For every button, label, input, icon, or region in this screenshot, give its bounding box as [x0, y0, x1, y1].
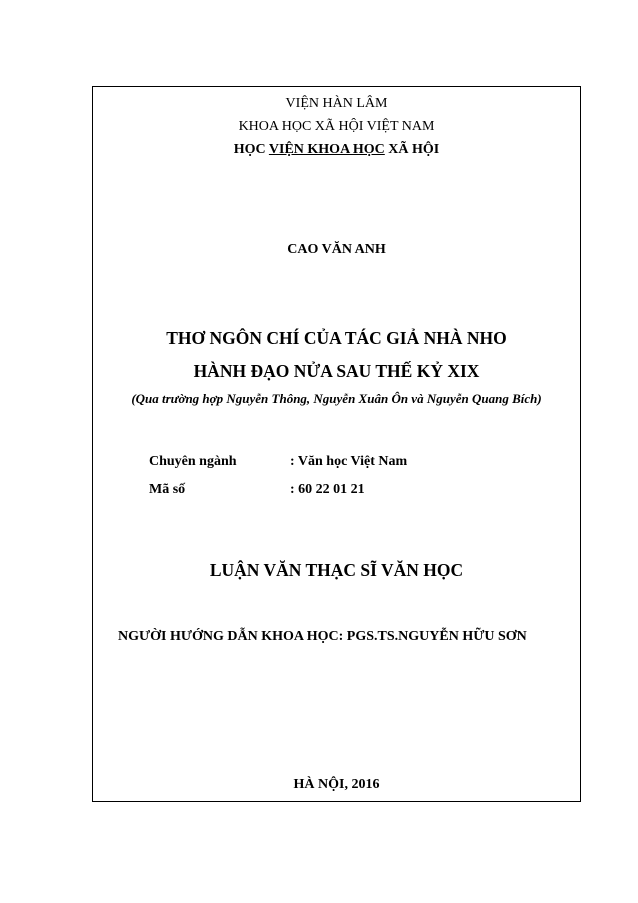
institution-line-2: KHOA HỌC XÃ HỘI VIỆT NAM: [238, 119, 435, 134]
institution-line-3-underlined: VIỆN KHOA HỌC: [268, 142, 385, 157]
thesis-title-line-1: THƠ NGÔN CHÍ CỦA TÁC GIẢ NHÀ NHO: [166, 328, 507, 348]
author-name: CAO VĂN ANH: [287, 242, 386, 257]
field-label-code: Mã số: [149, 482, 186, 497]
place-and-year: HÀ NỘI, 2016: [293, 777, 380, 792]
field-value-major: : Văn học Việt Nam: [290, 454, 408, 469]
thesis-title-line-2: HÀNH ĐẠO NỬA SAU THẾ KỶ XIX: [193, 361, 480, 381]
institution-line-3-suffix: XÃ HỘI: [384, 142, 440, 157]
field-value-code: : 60 22 01 21: [290, 482, 365, 497]
thesis-subtitle: (Qua trường hợp Nguyễn Thông, Nguyễn Xuân Ôn và Nguyễn Quang Bích): [131, 391, 542, 406]
institution-line-3-prefix: HỌC: [233, 142, 269, 157]
cover-frame: [92, 86, 581, 802]
degree-title: LUẬN VĂN THẠC SĨ VĂN HỌC: [209, 560, 464, 580]
institution-line-1: VIỆN HÀN LÂM: [285, 96, 388, 111]
advisor-line: NGƯỜI HƯỚNG DẪN KHOA HỌC: PGS.TS.NGUYỄN HỮU SƠN: [118, 629, 527, 644]
field-label-major: Chuyên ngành: [149, 454, 237, 469]
institution-line-3: [92, 143, 581, 157]
